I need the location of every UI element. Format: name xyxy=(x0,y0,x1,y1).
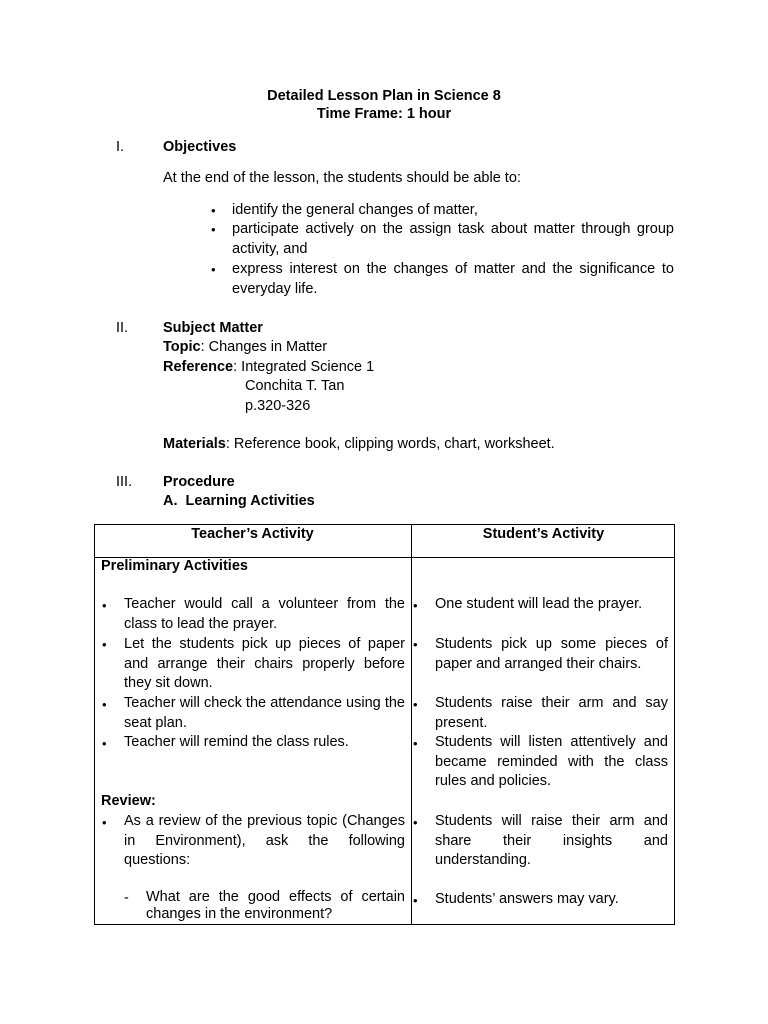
objective-item: express interest on the changes of matter and the significance to everyday life. xyxy=(232,261,674,297)
teacher-activity-item: As a review of the previous topic (Changes in Environment), ask the following questions: xyxy=(124,813,405,868)
objective-item: participate actively on the assign task about matter through group activity, and xyxy=(232,221,674,257)
teacher-activity-question: What are the good effects of certain changes in the environment? xyxy=(146,889,405,922)
bullet-icon: • xyxy=(413,697,418,712)
reference-line xyxy=(163,359,374,375)
bullet-icon: • xyxy=(102,815,107,830)
reference-pages: p.320-326 xyxy=(245,398,311,414)
column-header-student: Student’s Activity xyxy=(482,526,605,542)
dash-marker: - xyxy=(124,890,129,906)
topic-label: Topic xyxy=(163,339,201,355)
teacher-activity-item: Teacher will remind the class rules. xyxy=(124,734,349,750)
learning-activities-heading: A. Learning Activities xyxy=(163,493,315,509)
teacher-activity-item: Teacher would call a volunteer from the class to lead the prayer. xyxy=(124,596,405,632)
bullet-icon: • xyxy=(413,893,418,908)
bullet-icon: • xyxy=(413,598,418,613)
objectives-heading: Objectives xyxy=(163,139,237,155)
time-frame: Time Frame: 1 hour xyxy=(316,106,452,122)
reference-value: : Integrated Science 1 xyxy=(233,359,375,375)
bullet-icon: • xyxy=(102,637,107,652)
section-numeral-subject: II. xyxy=(116,320,129,336)
materials-line xyxy=(163,436,555,452)
topic-value: : Changes in Matter xyxy=(200,339,328,355)
topic-line xyxy=(163,339,327,355)
bullet-icon: • xyxy=(413,815,418,830)
preliminary-activities-heading: Preliminary Activities xyxy=(101,558,248,574)
bullet-icon: • xyxy=(102,736,107,751)
materials-value: : Reference book, clipping words, chart, worksheet. xyxy=(225,436,555,452)
materials-label: Materials xyxy=(163,436,226,452)
student-activity-item: Students raise their arm and say present. xyxy=(435,695,668,731)
reference-label: Reference xyxy=(163,359,234,375)
review-heading: Review: xyxy=(101,793,156,809)
teacher-activity-item: Teacher will check the attendance using the seat plan. xyxy=(124,695,405,731)
subject-matter-heading: Subject Matter xyxy=(163,320,263,336)
procedure-heading: Procedure xyxy=(163,474,235,490)
student-activity-item: Students will listen attentively and became reminded with the class rules and policies. xyxy=(435,734,668,789)
reference-author: Conchita T. Tan xyxy=(245,378,345,394)
objective-item: identify the general changes of matter, xyxy=(232,202,478,218)
objectives-intro: At the end of the lesson, the students should be able to: xyxy=(163,170,521,186)
teacher-activity-item: Let the students pick up pieces of paper and arrange their chairs properly before they sit down. xyxy=(124,636,405,691)
document-title: Detailed Lesson Plan in Science 8 xyxy=(267,88,501,104)
bullet-icon: • xyxy=(102,598,107,613)
bullet-icon: • xyxy=(211,203,216,218)
bullet-icon: • xyxy=(211,222,216,237)
student-activity-item: Students pick up some pieces of paper and arranged their chairs. xyxy=(435,636,668,672)
section-numeral-procedure: III. xyxy=(116,474,133,490)
student-activity-item: One student will lead the prayer. xyxy=(435,596,643,612)
bullet-icon: • xyxy=(413,637,418,652)
section-numeral-objectives: I. xyxy=(116,139,125,155)
bullet-icon: • xyxy=(102,697,107,712)
student-activity-item: Students’ answers may vary. xyxy=(435,891,619,907)
column-header-teacher: Teacher’s Activity xyxy=(191,526,314,542)
bullet-icon: • xyxy=(211,262,216,277)
bullet-icon: • xyxy=(413,736,418,751)
table-column-divider xyxy=(411,524,412,925)
student-activity-item: Students will raise their arm and share their insights and understanding. xyxy=(435,813,668,868)
